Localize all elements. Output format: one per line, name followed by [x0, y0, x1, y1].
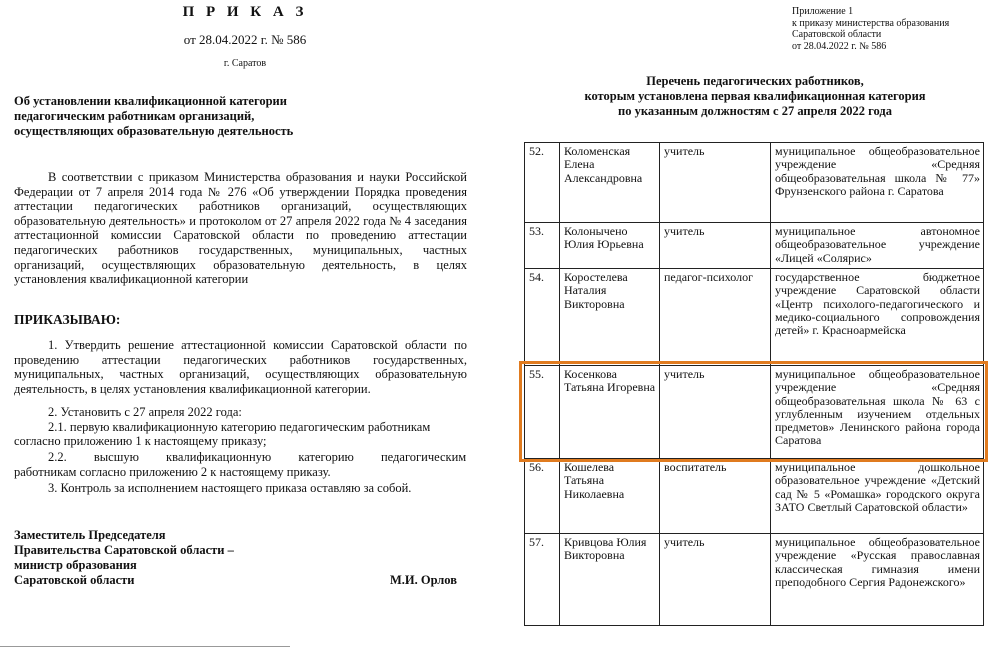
row-number: 53. [525, 223, 560, 269]
signature-line-1: Заместитель Председателя [14, 528, 166, 542]
table-row [525, 534, 984, 626]
teachers-table [524, 142, 984, 626]
row-position: учитель [660, 143, 771, 223]
row-number: 56. [525, 459, 560, 534]
row-name: Кошелева Татьяна Николаевна [560, 459, 660, 534]
signature-line-2: Правительства Саратовской области – [14, 543, 234, 557]
list-title-line-1: Перечень педагогических работников, [646, 74, 864, 88]
order-preamble: В соответствии с приказом Министерства образования и науки Российской Федерации от 7 апреля 2014 года № 276 «Об утверждении Порядка проведения аттестации педагогических работников организаций, осуществляющих образовательную деятельность» и протоколом от 27 апреля 2022 года № 4 заседания аттестационной комиссии Саратовской области по проведению аттестации педагогических работников государственных, муниципальных, частных организаций, осуществляющих образовательную деятельность, в целях установления квалификационной категории [14, 170, 467, 287]
row-number: 55. [525, 366, 560, 459]
order-item-3: 3. Контроль за исполнением настоящего приказа оставляю за собой. [48, 481, 412, 495]
appendix-line-4: от 28.04.2022 г. № 586 [792, 40, 887, 52]
row-organization: муниципальное общеобразовательное учреждение «Средняя общеобразовательная школа № 77» Фрунзенского района г. Саратова [771, 143, 984, 223]
row-name: Колонычено Юлия Юрьевна [560, 223, 660, 269]
order-item-2-1b: согласно приложению 1 к настоящему приказу; [14, 434, 267, 448]
row-organization: государственное бюджетное учреждение Саратовской области «Центр психолого-педагогического и медико-социального сопровождения детей» г. Красноармейска [771, 269, 984, 366]
signature-line-3: министр образования [14, 558, 137, 572]
row-position: учитель [660, 366, 771, 459]
appendix-line-3: Саратовской области [792, 29, 882, 40]
signature-name: М.И. Орлов [390, 573, 457, 587]
table-row [525, 223, 984, 269]
order-title: П Р И К А З [182, 4, 308, 20]
row-name: Коломенская Елена Александровна [560, 143, 660, 223]
order-heading: Об установлении квалификационной категории педагогическим работникам организаций, осуществляющих образовательную деятельность [14, 94, 294, 138]
order-item-2-2a: 2.2. высшую квалификационную категорию педагогическим [48, 450, 467, 464]
row-organization: муниципальное автономное общеобразовательное учреждение «Лицей «Солярис» [771, 223, 984, 269]
row-name: Кривцова Юлия Викторовна [560, 534, 660, 626]
signature-line-4: Саратовской области [14, 573, 135, 587]
row-number: 54. [525, 269, 560, 366]
appendix-header [792, 6, 992, 52]
row-position: воспитатель [660, 459, 771, 534]
order-date: от 28.04.2022 г. № 586 [183, 32, 307, 47]
row-organization: муниципальное общеобразовательное учреждение «Русская православная классическая гимназия имени преподобного Сергия Радонежского» [771, 534, 984, 626]
page-bottom-rule [0, 646, 290, 647]
row-position: учитель [660, 534, 771, 626]
row-position: педагог-психолог [660, 269, 771, 366]
row-number: 57. [525, 534, 560, 626]
order-item-2-1a: 2.1. первую квалификационную категорию педагогическим работникам [48, 420, 431, 434]
order-item-2-2b: работникам согласно приложению 2 к настоящему приказу. [14, 465, 331, 479]
appendix-line-2: к приказу министерства образования [792, 17, 950, 29]
table-row [525, 143, 984, 223]
table-row-highlighted [525, 366, 984, 459]
table-row [525, 269, 984, 366]
list-title-line-3: по указанным должностям с 27 апреля 2022 года [618, 104, 892, 118]
order-city: г. Саратов [223, 58, 267, 69]
row-organization: муниципальное дошкольное образовательное учреждение «Детский сад № 5 «Ромашка» городского округа ЗАТО Светлый Саратовской области» [771, 459, 984, 534]
row-number: 52. [525, 143, 560, 223]
list-title-line-2: которым установлена первая квалификационная категория [584, 89, 926, 103]
row-position: учитель [660, 223, 771, 269]
row-organization: муниципальное общеобразовательное учреждение «Средняя общеобразовательная школа № 63 с углубленным изучением отдельных предметов» Ленинского района города Саратова [771, 366, 984, 459]
order-decree: ПРИКАЗЫВАЮ: [14, 312, 121, 327]
signature-block [14, 528, 314, 588]
row-name: Косенкова Татьяна Игоревна [560, 366, 660, 459]
list-title [520, 74, 990, 119]
table-row [525, 459, 984, 534]
row-name: Коростелева Наталия Викторовна [560, 269, 660, 366]
order-item-2: 2. Установить с 27 апреля 2022 года: [48, 405, 242, 419]
order-item-1: 1. Утвердить решение аттестационной комиссии Саратовской области по проведению аттестации педагогических работников государственных, муниципальных, частных организаций, осуществляющих образовательную деятельность, в целях установления квалификационной категории. [14, 338, 467, 396]
appendix-line-1: Приложение 1 [792, 6, 854, 17]
